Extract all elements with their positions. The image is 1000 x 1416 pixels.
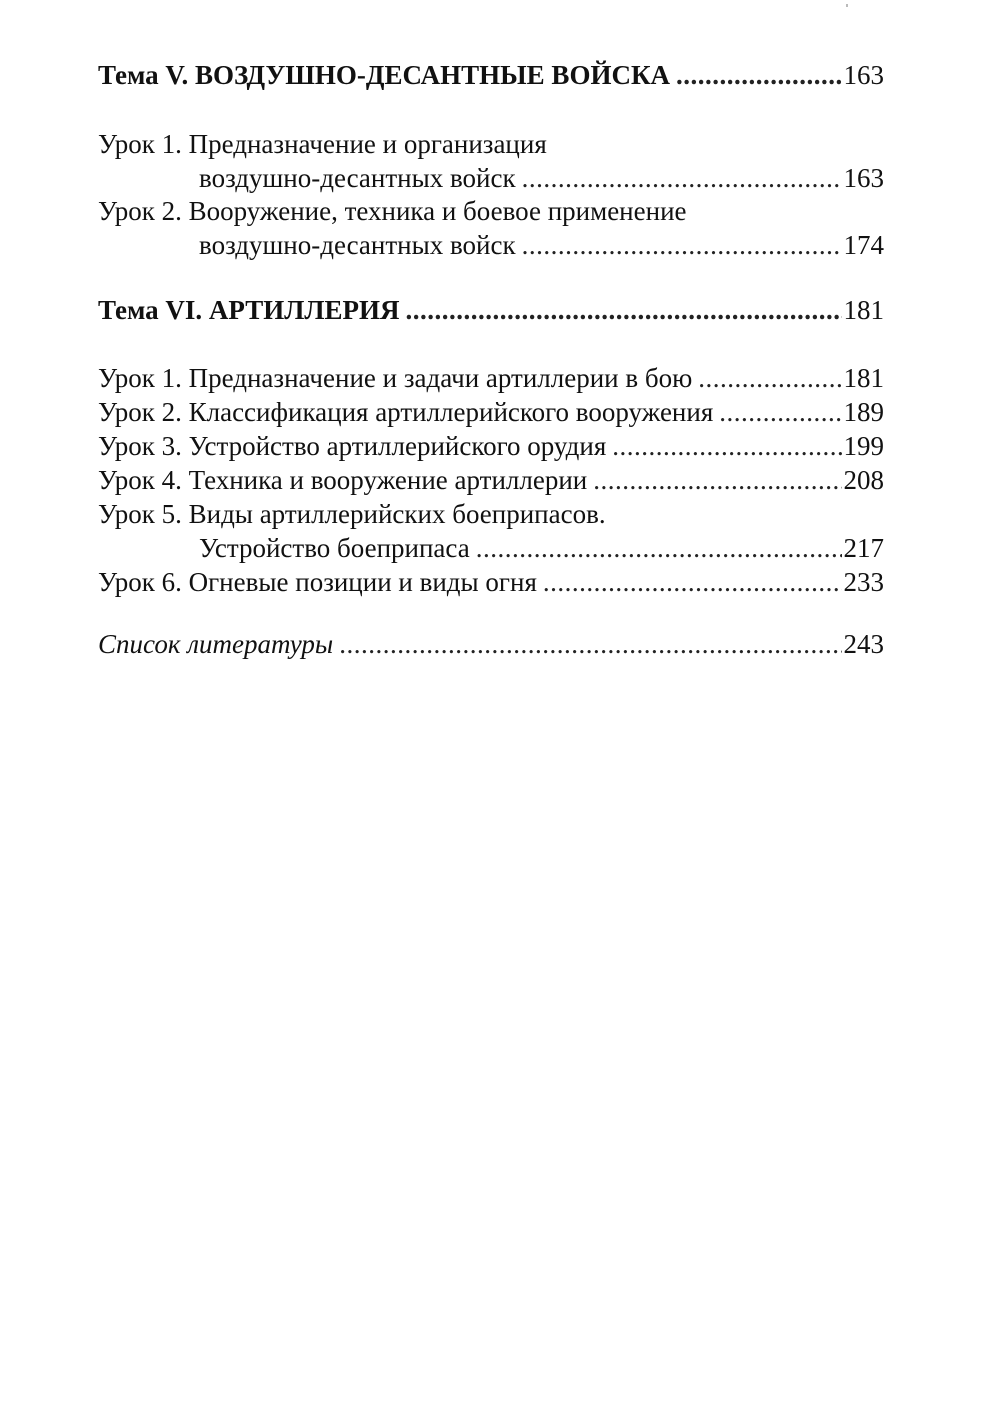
toc-bibliography [98, 627, 884, 661]
toc-entry [98, 194, 884, 262]
toc-entry [98, 361, 884, 395]
toc-page-number: 189 [843, 397, 884, 427]
toc-theme-title: Тема V. ВОЗДУШНО-ДЕСАНТНЫЕ ВОЙСКА [98, 60, 671, 90]
toc-dot-leader [339, 627, 841, 661]
toc-dot-leader [522, 161, 842, 195]
toc-entry [98, 127, 884, 195]
toc-entry-title: Урок 2. Классификация артиллерийского вооружения [98, 397, 714, 427]
toc-page-number: 243 [843, 629, 884, 659]
toc-page-number: 163 [843, 60, 884, 90]
toc-page-number: 199 [843, 431, 884, 461]
toc-entry-continuation [98, 228, 884, 262]
toc-entry-title: Урок 6. Огневые позиции и виды огня [98, 567, 537, 597]
toc-page-number: 217 [843, 533, 884, 563]
toc-page-number: 174 [843, 230, 884, 260]
toc-entry-title-continued: воздушно-десантных войск [199, 230, 516, 260]
toc-dot-leader [543, 565, 842, 599]
toc-entry-title-continued: Устройство боеприпаса [199, 533, 470, 563]
toc-dot-leader [476, 531, 842, 565]
toc-page-number: 181 [843, 295, 884, 325]
toc-entry [98, 463, 884, 497]
toc-entry [98, 395, 884, 429]
toc-bibliography-title: Список литературы [98, 629, 334, 659]
toc-page-number: 208 [843, 465, 884, 495]
toc-theme-heading [98, 293, 884, 327]
toc-page-number: 163 [843, 163, 884, 193]
toc-entry-continuation [98, 531, 884, 565]
toc-entry-title: Урок 1. Предназначение и организация [98, 129, 547, 159]
toc-dot-leader [612, 429, 841, 463]
toc-page-number: 233 [843, 567, 884, 597]
toc-entry-title: Урок 2. Вооружение, техника и боевое применение [98, 196, 687, 226]
toc-theme-title: Тема VI. АРТИЛЛЕРИЯ [98, 295, 400, 325]
toc-entry [98, 565, 884, 599]
toc-dot-leader [719, 395, 841, 429]
toc-entry-continuation [98, 161, 884, 195]
toc-entry-title-continued: воздушно-десантных войск [199, 163, 516, 193]
toc-entry-title: Урок 4. Техника и вооружение артиллерии [98, 465, 588, 495]
toc-entry [98, 429, 884, 463]
toc-dot-leader [406, 293, 842, 327]
toc-theme-heading [98, 58, 884, 92]
toc-entry [98, 497, 884, 565]
toc-lesson-list [98, 361, 884, 599]
toc-dot-leader [593, 463, 841, 497]
toc-dot-leader [522, 228, 842, 262]
toc-entry-title: Урок 5. Виды артиллерийских боеприпасов. [98, 499, 606, 529]
toc-page-number: 181 [843, 363, 884, 393]
toc-dot-leader [698, 361, 841, 395]
toc-entry-title: Урок 1. Предназначение и задачи артиллерии в бою [98, 363, 693, 393]
toc-dot-leader [676, 58, 841, 92]
toc-entry-title: Урок 3. Устройство артиллерийского орудия [98, 431, 607, 461]
scan-speck [846, 4, 848, 7]
